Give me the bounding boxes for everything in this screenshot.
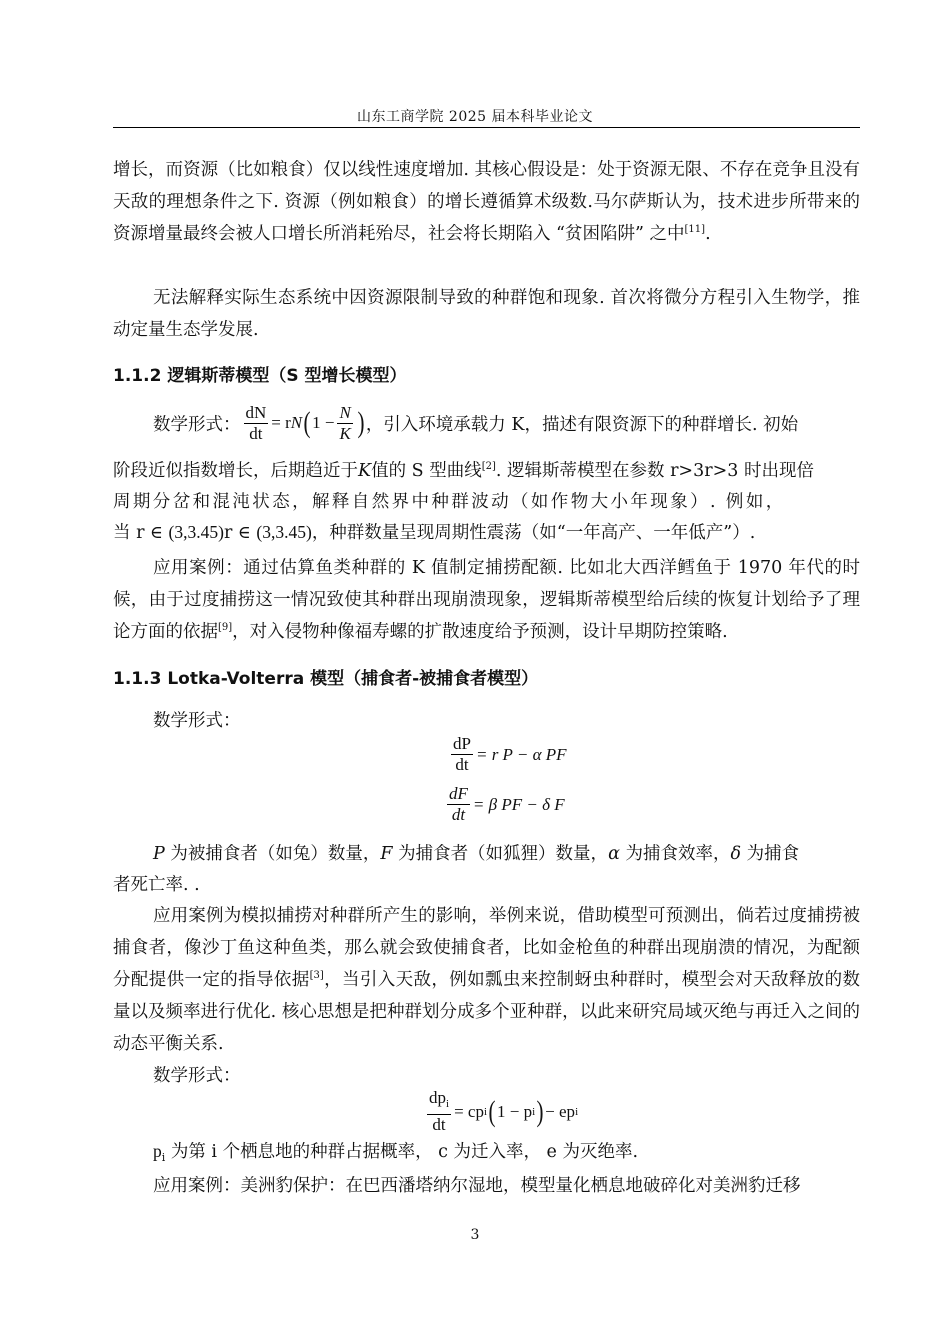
text-segment: 为第 i 个栖息地的种群占据概率， c 为迁入率， e 为灭绝率. (165, 1142, 639, 1162)
variable-f: F (380, 844, 393, 864)
left-paren: ( (303, 406, 311, 439)
text-segment: . 逻辑斯蒂模型在参数 r>3r>3 时出现倍 (495, 461, 814, 481)
right-paren: ) (357, 406, 365, 439)
paragraph-application-1 (113, 552, 860, 648)
page-number: 3 (470, 1227, 480, 1243)
interval: (3,3.45) (256, 522, 312, 542)
logistic-equation-line (153, 397, 798, 449)
paragraph-application-2 (113, 900, 860, 1060)
paragraph-text: 应用案例为模拟捕捞对种群所产生的影响，举例来说，借助模型可预测出，倘若过度捕捞被捕食者，像沙丁鱼这种鱼类，那么就会致使捕食者，比如金枪鱼的种群出现崩溃的情况，为配额分配提供一定的指导依据 (113, 906, 860, 990)
equation-term: − ep (545, 1101, 576, 1121)
lv-equation-2 (444, 784, 565, 825)
lv-equation-1 (448, 734, 567, 775)
equation-operator: = r (271, 413, 291, 432)
text-segment: 为捕食效率， (619, 844, 731, 864)
subscript: i (446, 1098, 450, 1110)
left-paren: ( (488, 1094, 496, 1128)
fraction-denominator: dt (451, 805, 466, 824)
equation-term: = cp (454, 1101, 484, 1121)
equation-term: 1 − p (497, 1101, 533, 1121)
text-segment: ，种群数量呈现周期性震荡（如“一年高产、一年低产”）. (311, 523, 756, 543)
subscript: i (161, 1151, 166, 1164)
citation: [2] (481, 461, 496, 472)
header-rule (113, 127, 860, 128)
lv-math-form-label: 数学形式： (153, 711, 241, 731)
numerator-symbol: dp (429, 1088, 446, 1107)
page-header: 山东工商学院 2025 届本科毕业论文 (356, 109, 594, 125)
variable-alpha: α (608, 844, 620, 864)
variable-delta: δ (730, 844, 741, 864)
text-segment: r ∈ (223, 523, 251, 543)
meta-variable-description (153, 1138, 638, 1164)
subscript: i (483, 1105, 488, 1118)
paragraph-text: 增长，而资源（比如粮食）仅以线性速度增加. 其核心假设是：处于资源无限、不存在竞争且没有天敌的理想条件之下. 资源（例如粮食）的增长遵循算术级数.马尔萨斯认为，技术进步所带来的资源增量最终会被人口增长所消耗殆尽，社会将长期陷入 “贫困陷阱” 之中 (113, 160, 860, 244)
fraction-numerator: dF (449, 784, 468, 803)
paragraph-text: 应用案例：通过估算鱼类种群的 K 值制定捕捞配额. 比如北大西洋鳕鱼于 1970 年代的时候，由于过度捕捞这一情况致使其种群出现崩溃现象，逻辑斯蒂模型给后续的恢复计划给予了理论方面的依据 (113, 558, 860, 642)
fraction-denominator: dt (249, 423, 263, 443)
paragraph-end: ，对入侵物种像福寿螺的扩散速度给予预测，设计早期防控策略. (232, 622, 728, 642)
inner-fraction (337, 403, 352, 444)
paragraph-malthus (113, 154, 860, 250)
variable-p: P (153, 844, 165, 864)
text-segment: 阶段近似指数增长，后期趋近于 (113, 461, 358, 481)
paragraph-end: ，当引入天敌，例如瓢虫来控制蚜虫种群时，模型会对天敌释放的数量以及频率进行优化. 核心思想是把种群划分成多个亚种群，以此来研究局域灭绝与再迁入之间的动态平衡关系. (113, 970, 861, 1054)
meta-math-form-label: 数学形式： (153, 1066, 241, 1086)
logistic-line-2 (113, 457, 814, 482)
equation-rhs: = β PF − δ F (472, 794, 565, 814)
paragraph-end: . (705, 224, 711, 244)
interval: (3,3.45) (168, 522, 224, 542)
lv-description-line-2: 者死亡率. . (113, 875, 200, 895)
lv-variable-description (153, 840, 799, 865)
fraction-denominator: K (339, 423, 351, 443)
logistic-line-3: 周期分岔和混沌状态，解释自然界中种群波动（如作物大小年现象）. 例如， (113, 492, 786, 512)
equation-rhs: = r P − α PF (475, 744, 567, 764)
derivative-fraction (427, 1088, 451, 1135)
text-segment: 值的 S 型曲线 (371, 461, 482, 481)
text-segment: 为捕食 (741, 844, 800, 864)
fraction-numerator: N (339, 402, 351, 422)
section-heading-1-1-2: 1.1.2 逻辑斯蒂模型（S 型增长模型） (113, 366, 407, 386)
fraction-numerator: dP (453, 734, 471, 753)
derivative-fraction (244, 403, 269, 444)
variable-k: K (358, 461, 372, 481)
equation-variable: N (290, 413, 303, 432)
citation: [11] (684, 224, 706, 235)
paragraph-application-3: 应用案例：美洲豹保护：在巴西潘塔纳尔湿地，模型量化栖息地破碎化对美洲豹迁移 (153, 1176, 801, 1196)
section-heading-1-1-3: 1.1.3 Lotka-Volterra 模型（捕食者-被捕食者模型） (113, 669, 539, 689)
fraction-denominator: dt (432, 1115, 446, 1134)
fraction-numerator: dN (245, 402, 267, 422)
metapopulation-equation (424, 1088, 578, 1135)
logistic-line-4 (113, 519, 755, 544)
fraction-numerator (427, 1088, 451, 1115)
variable-p: p (153, 1141, 162, 1161)
text-segment: 为捕食者（如狐狸）数量， (392, 844, 609, 864)
math-form-label: 数学形式： (153, 414, 241, 435)
right-paren: ) (536, 1094, 544, 1128)
text-segment: 为被捕食者（如兔）数量， (164, 844, 381, 864)
citation: [9] (218, 622, 233, 633)
subscript: i (532, 1105, 536, 1118)
derivative-fraction (451, 734, 473, 775)
equation-term: 1 − (312, 413, 335, 432)
subscript: i (575, 1105, 579, 1118)
citation: [3] (309, 970, 324, 981)
fraction-denominator: dt (455, 755, 469, 774)
text-segment: 当 r ∈ (113, 523, 163, 543)
equation-description: ，引入环境承载力 K，描述有限资源下的种群增长. 初始 (365, 414, 799, 435)
paragraph-limitation: 无法解释实际生态系统中因资源限制导致的种群饱和现象. 首次将微分方程引入生物学，推动定量生态学发展. (113, 288, 860, 340)
derivative-fraction (447, 784, 470, 825)
